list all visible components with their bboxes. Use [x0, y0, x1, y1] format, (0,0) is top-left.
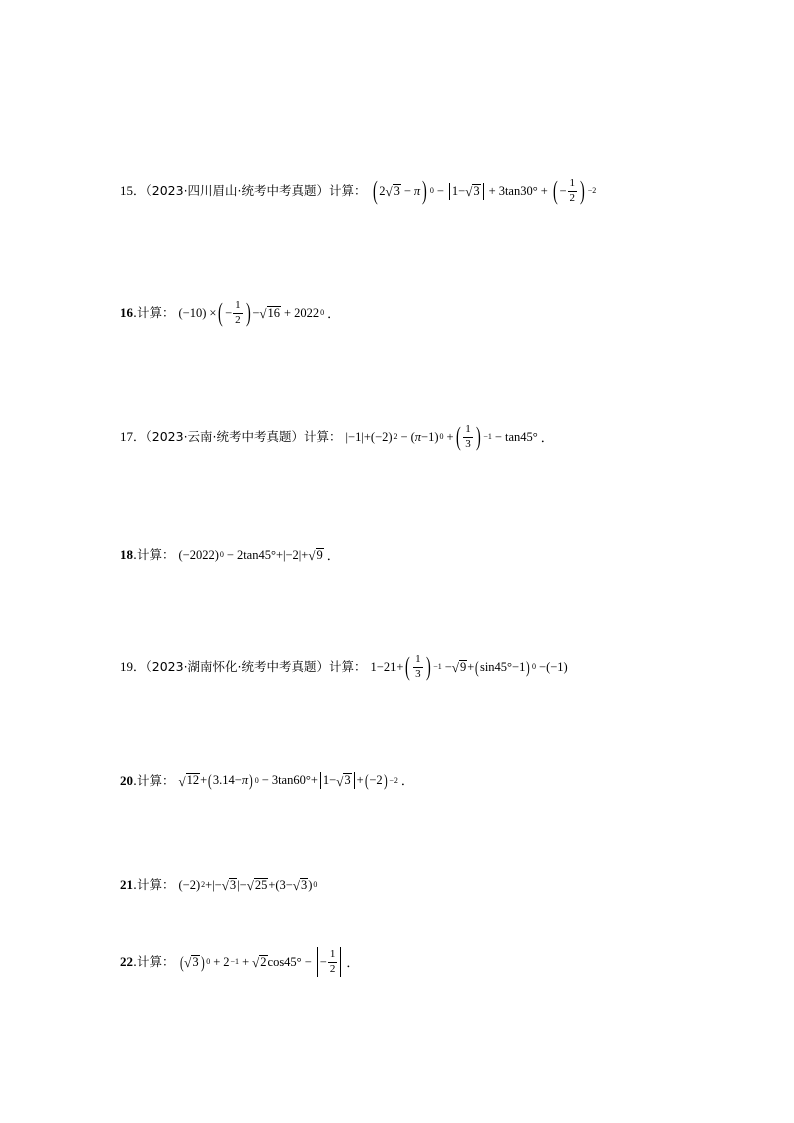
problem-17	[120, 424, 734, 450]
end-punct: ．	[327, 305, 341, 321]
problem-label: 21.计算：	[120, 877, 175, 893]
problem-label: 22.计算：	[120, 954, 175, 970]
problem-21	[120, 878, 734, 892]
end-punct: ．	[540, 429, 554, 445]
math-expression: (−10) × ( − $\frac{1}{2}$ ) − √ 16 + 2022 0	[178, 298, 325, 328]
problem-16	[120, 300, 734, 326]
math-expression: |−1|+(−2) 2 − ( π −1) 0 + ( $\frac{1}{3}$ ) −1 − tan45°	[345, 422, 538, 452]
math-expression: ( √ 3 ) 0 + 2 −1 + √ 2 cos45° − − $\frac{1}{2}$	[179, 947, 344, 977]
math-expression: ( 2 √ 3 − π ) 0 − 1− √ 3 + 3tan30° + ( − $\frac{1}{2}$ ) −2	[372, 176, 597, 206]
math-expression: √ 12 + ( 3.14− π ) 0 − 3tan60°+ 1− √ 3 + ( −2 ) −2	[178, 771, 398, 790]
end-punct: ．	[346, 954, 360, 970]
problem-19	[120, 654, 734, 680]
problem-label: 17．（2023·云南·统考中考真题）计算：	[120, 429, 342, 445]
problem-label: 15．（2023·四川眉山·统考中考真题）计算：	[120, 183, 367, 199]
end-punct: ．	[326, 547, 340, 563]
problem-label: 16.计算：	[120, 305, 175, 321]
problem-22	[120, 947, 734, 977]
problem-15	[120, 178, 734, 204]
math-expression: (−2) 2 +|− √ 3 |− √ 25 +(3− √ 3 ) 0	[178, 877, 318, 894]
end-punct: ．	[400, 773, 414, 788]
problem-18	[120, 548, 734, 562]
problem-label: 19．（2023·湖南怀化·统考中考真题）计算：	[120, 659, 367, 675]
math-expression: (−2022) 0 − 2tan45°+|−2|+ √ 9	[178, 547, 323, 564]
math-expression: 1−21+ ( $\frac{1}{3}$ ) −1 − √ 9 + ( sin45°−1 ) 0 −(−1)	[370, 652, 568, 682]
problem-20	[120, 772, 734, 789]
problem-label: 20.计算：	[120, 772, 175, 788]
problem-label: 18.计算：	[120, 547, 175, 563]
